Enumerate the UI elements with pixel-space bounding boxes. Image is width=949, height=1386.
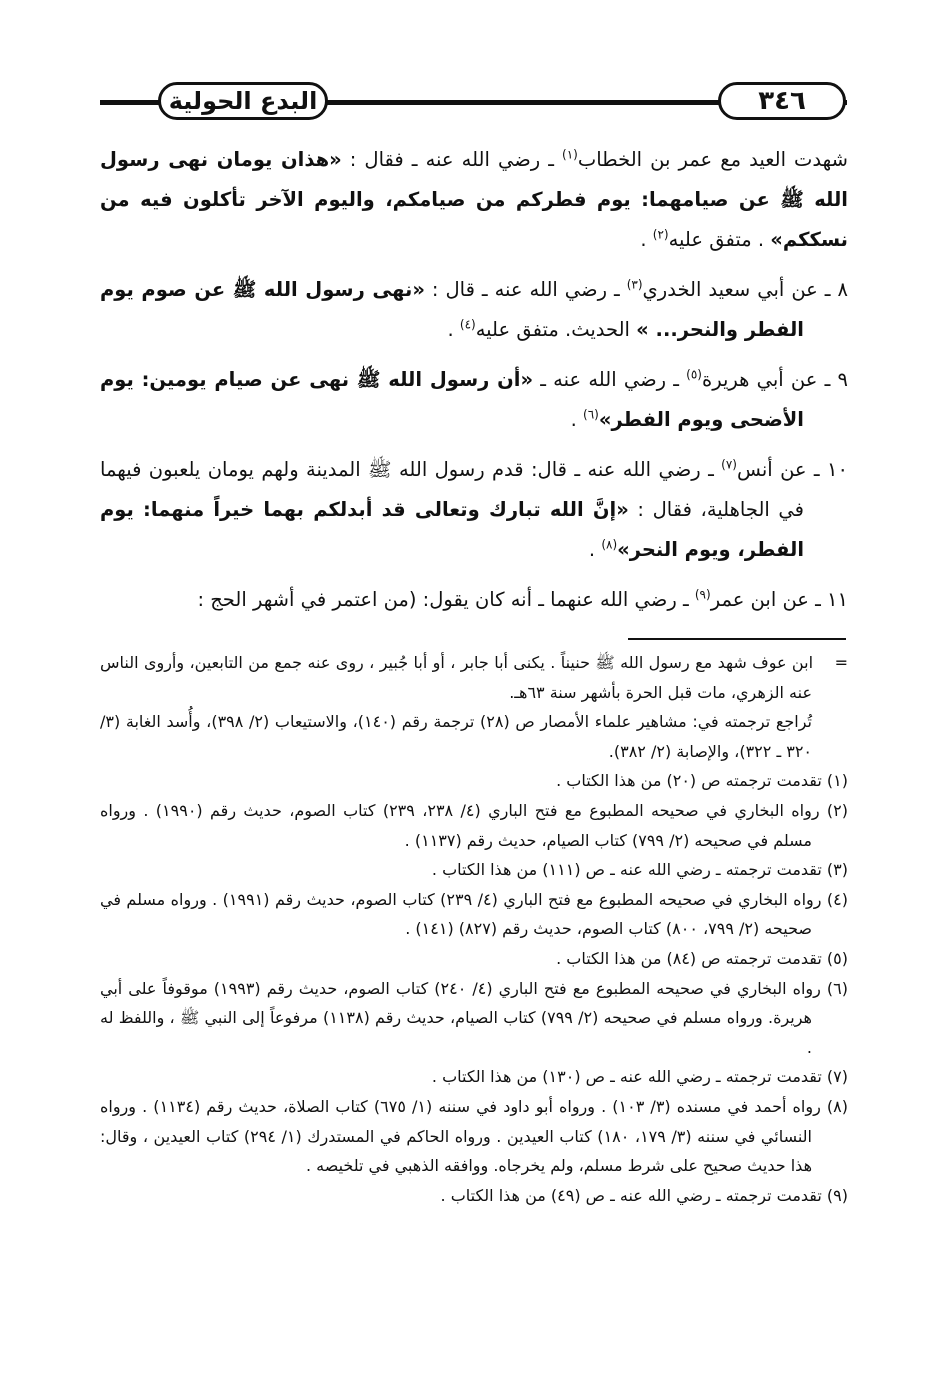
paragraph-8: ٨ ـ عن أبي سعيد الخدري$^{(٣)}$ ـ رضي الله عنه ـ قال : «نهى رسول الله ﷺ عن صوم يوم الفطر والنحر... » الحديث. متفق عليه$^{(٤)}$ . xyxy=(100,277,848,341)
footnote-1: (١) تقدمت ترجمته ص (٢٠) من هذا الكتاب . xyxy=(556,771,848,791)
item-number: ١١ ـ xyxy=(808,588,848,611)
footnote-3: (٣) تقدمت ترجمته ـ رضي الله عنه ـ ص (١١١) من هذا الكتاب . xyxy=(431,860,848,880)
footnote-ref[interactable]: (٤) xyxy=(459,317,476,332)
footnote-4: (٤) رواه البخاري في صحيحه المطبوع مع فتح الباري (٤/ ٢٣٩) كتاب الصوم، حديث رقم (١٩٩١) . ورواه مسلم في صحيحه (٢/ ٧٩٩، ٨٠٠) كتاب الصوم، حديث رقم (٨٢٧) (١٤١) . xyxy=(100,889,848,939)
footnote-5: (٥) تقدمت ترجمته ص (٨٤) من هذا الكتاب . xyxy=(556,948,848,968)
footnote-7: (٧) تقدمت ترجمته ـ رضي الله عنه ـ ص (١٣٠) من هذا الكتاب . xyxy=(431,1067,848,1087)
book-title: البدع الحولية xyxy=(158,82,328,120)
footnote-continuation-sources: تُراجع ترجمته في: مشاهير علماء الأمصار ص (٢٨) ترجمة رقم (١٤٠)، والاستيعاب (٢/ ٣٩٨)، وأُسد الغابة (٣/ ٣٢٠ ـ ٣٢٢)، والإصابة (٢/ ٣٨٢). xyxy=(100,712,812,761)
footnote-ref[interactable]: (٥) xyxy=(686,367,702,382)
footnote-9: (٩) تقدمت ترجمته ـ رضي الله عنه ـ ص (٤٩) من هذا الكتاب . xyxy=(440,1185,848,1205)
footnote-ref[interactable]: (٩) xyxy=(694,587,711,602)
paragraph-10: ١٠ ـ عن أنس$^{(٧)}$ ـ رضي الله عنه ـ قال: قدم رسول الله ﷺ المدينة ولهم يومان يلعبون فيهما في الجاهلية، فقال : «إنَّ الله تبارك وتعالى قد أبدلكم بهما خيراً منهما: يوم الفطر، ويوم النحر»$^{(٨)}$ . xyxy=(100,457,848,561)
item-number: ٩ ـ xyxy=(817,368,848,391)
footnote-ref[interactable]: (٢) xyxy=(652,227,669,242)
main-text xyxy=(100,140,848,630)
footnote-ref[interactable]: (٣) xyxy=(626,277,643,292)
footnote-ref[interactable]: (٦) xyxy=(583,407,599,422)
footnote-separator xyxy=(628,638,846,640)
footnotes xyxy=(100,648,848,1210)
footnote-8: (٨) رواه أحمد في مسنده (٣/ ١٠٣) . ورواه أبو داود في سننه (١/ ٦٧٥) كتاب الصلاة، حديث رقم (١١٣٤) . ورواه النسائي في سننه (٣/ ١٧٩، ١٨٠) كتاب العيدين . ورواه الحاكم في المستدرك (١/ ٢٩٤) كتاب العيدين ، وقال: هذا حديث صحيح على شرط مسلم، ولم يخرجاه. ووافقه الذهبي في تلخيصه . xyxy=(100,1096,848,1176)
footnote-continuation: = ابن عوف شهد مع رسول الله ﷺ حنيناً . يكنى أبا جابر ، أو أبا جُبير ، روى عنه جمع من التابعين، وأروى الناس عنه الزهري، مات قبل الحرة بأشهر سنة ٦٣هـ. xyxy=(100,653,848,702)
item-number: ١٠ ـ xyxy=(806,458,848,481)
footnote-ref[interactable]: (٧) xyxy=(721,457,737,472)
hadith-quote: «نهى رسول الله ﷺ عن صوم يوم الفطر والنحر... » xyxy=(100,278,804,341)
paragraph-1: شهدت العيد مع عمر بن الخطاب$^{(١)}$ ـ رضي الله عنه ـ فقال : «هذان يومان نهى رسول الله ﷺ عن صيامهما: يوم فطركم من صيامكم، واليوم الآخر تأكلون فيه من نسككم» . متفق عليه$^{(٢)}$ . xyxy=(100,147,848,251)
hadith-quote: «أن رسول الله ﷺ نهى عن صيام يومين: يوم الأضحى ويوم الفطر» xyxy=(100,368,804,431)
hadith-quote: «إنَّ الله تبارك وتعالى قد أبدلكم بهما خيراً منهما: يوم الفطر، ويوم النحر» xyxy=(100,498,804,561)
footnote-2: (٢) رواه البخاري في صحيحه المطبوع مع فتح الباري (٤/ ٢٣٨، ٢٣٩) كتاب الصوم، حديث رقم (١٩٩٠) . ورواه مسلم في صحيحه (٢/ ٧٩٩) كتاب الصيام، حديث رقم (١١٣٧) . xyxy=(100,800,848,850)
hadith-quote: «هذان يومان نهى رسول الله ﷺ عن صيامهما: يوم فطركم من صيامكم، واليوم الآخر تأكلون فيه من نسككم» xyxy=(100,148,848,251)
footnote-ref[interactable]: (١) xyxy=(562,147,578,162)
page-number: ٣٤٦ xyxy=(718,82,846,120)
continuation-mark: = xyxy=(834,653,848,672)
paragraph-9: ٩ ـ عن أبي هريرة$^{(٥)}$ ـ رضي الله عنه ـ «أن رسول الله ﷺ نهى عن صيام يومين: يوم الأضحى ويوم الفطر»$^{(٦)}$ . xyxy=(100,367,848,431)
item-number: ٨ ـ xyxy=(817,278,848,301)
footnote-6: (٦) رواه البخاري في صحيحه المطبوع مع فتح الباري (٤/ ٢٤٠) كتاب الصوم، حديث رقم (١٩٩٣) موقوفاً على أبي هريرة. ورواه مسلم في صحيحه (٢/ ٧٩٩) كتاب الصيام، حديث رقم (١١٣٨) مرفوعاً إلى النبي ﷺ ، واللفظ له . xyxy=(100,978,848,1057)
footnote-ref[interactable]: (٨) xyxy=(601,537,618,552)
header-rule-middle xyxy=(315,100,730,105)
paragraph-11: ١١ ـ عن ابن عمر$^{(٩)}$ ـ رضي الله عنهما ـ أنه كان يقول: (من اعتمر في أشهر الحج : xyxy=(197,587,848,611)
